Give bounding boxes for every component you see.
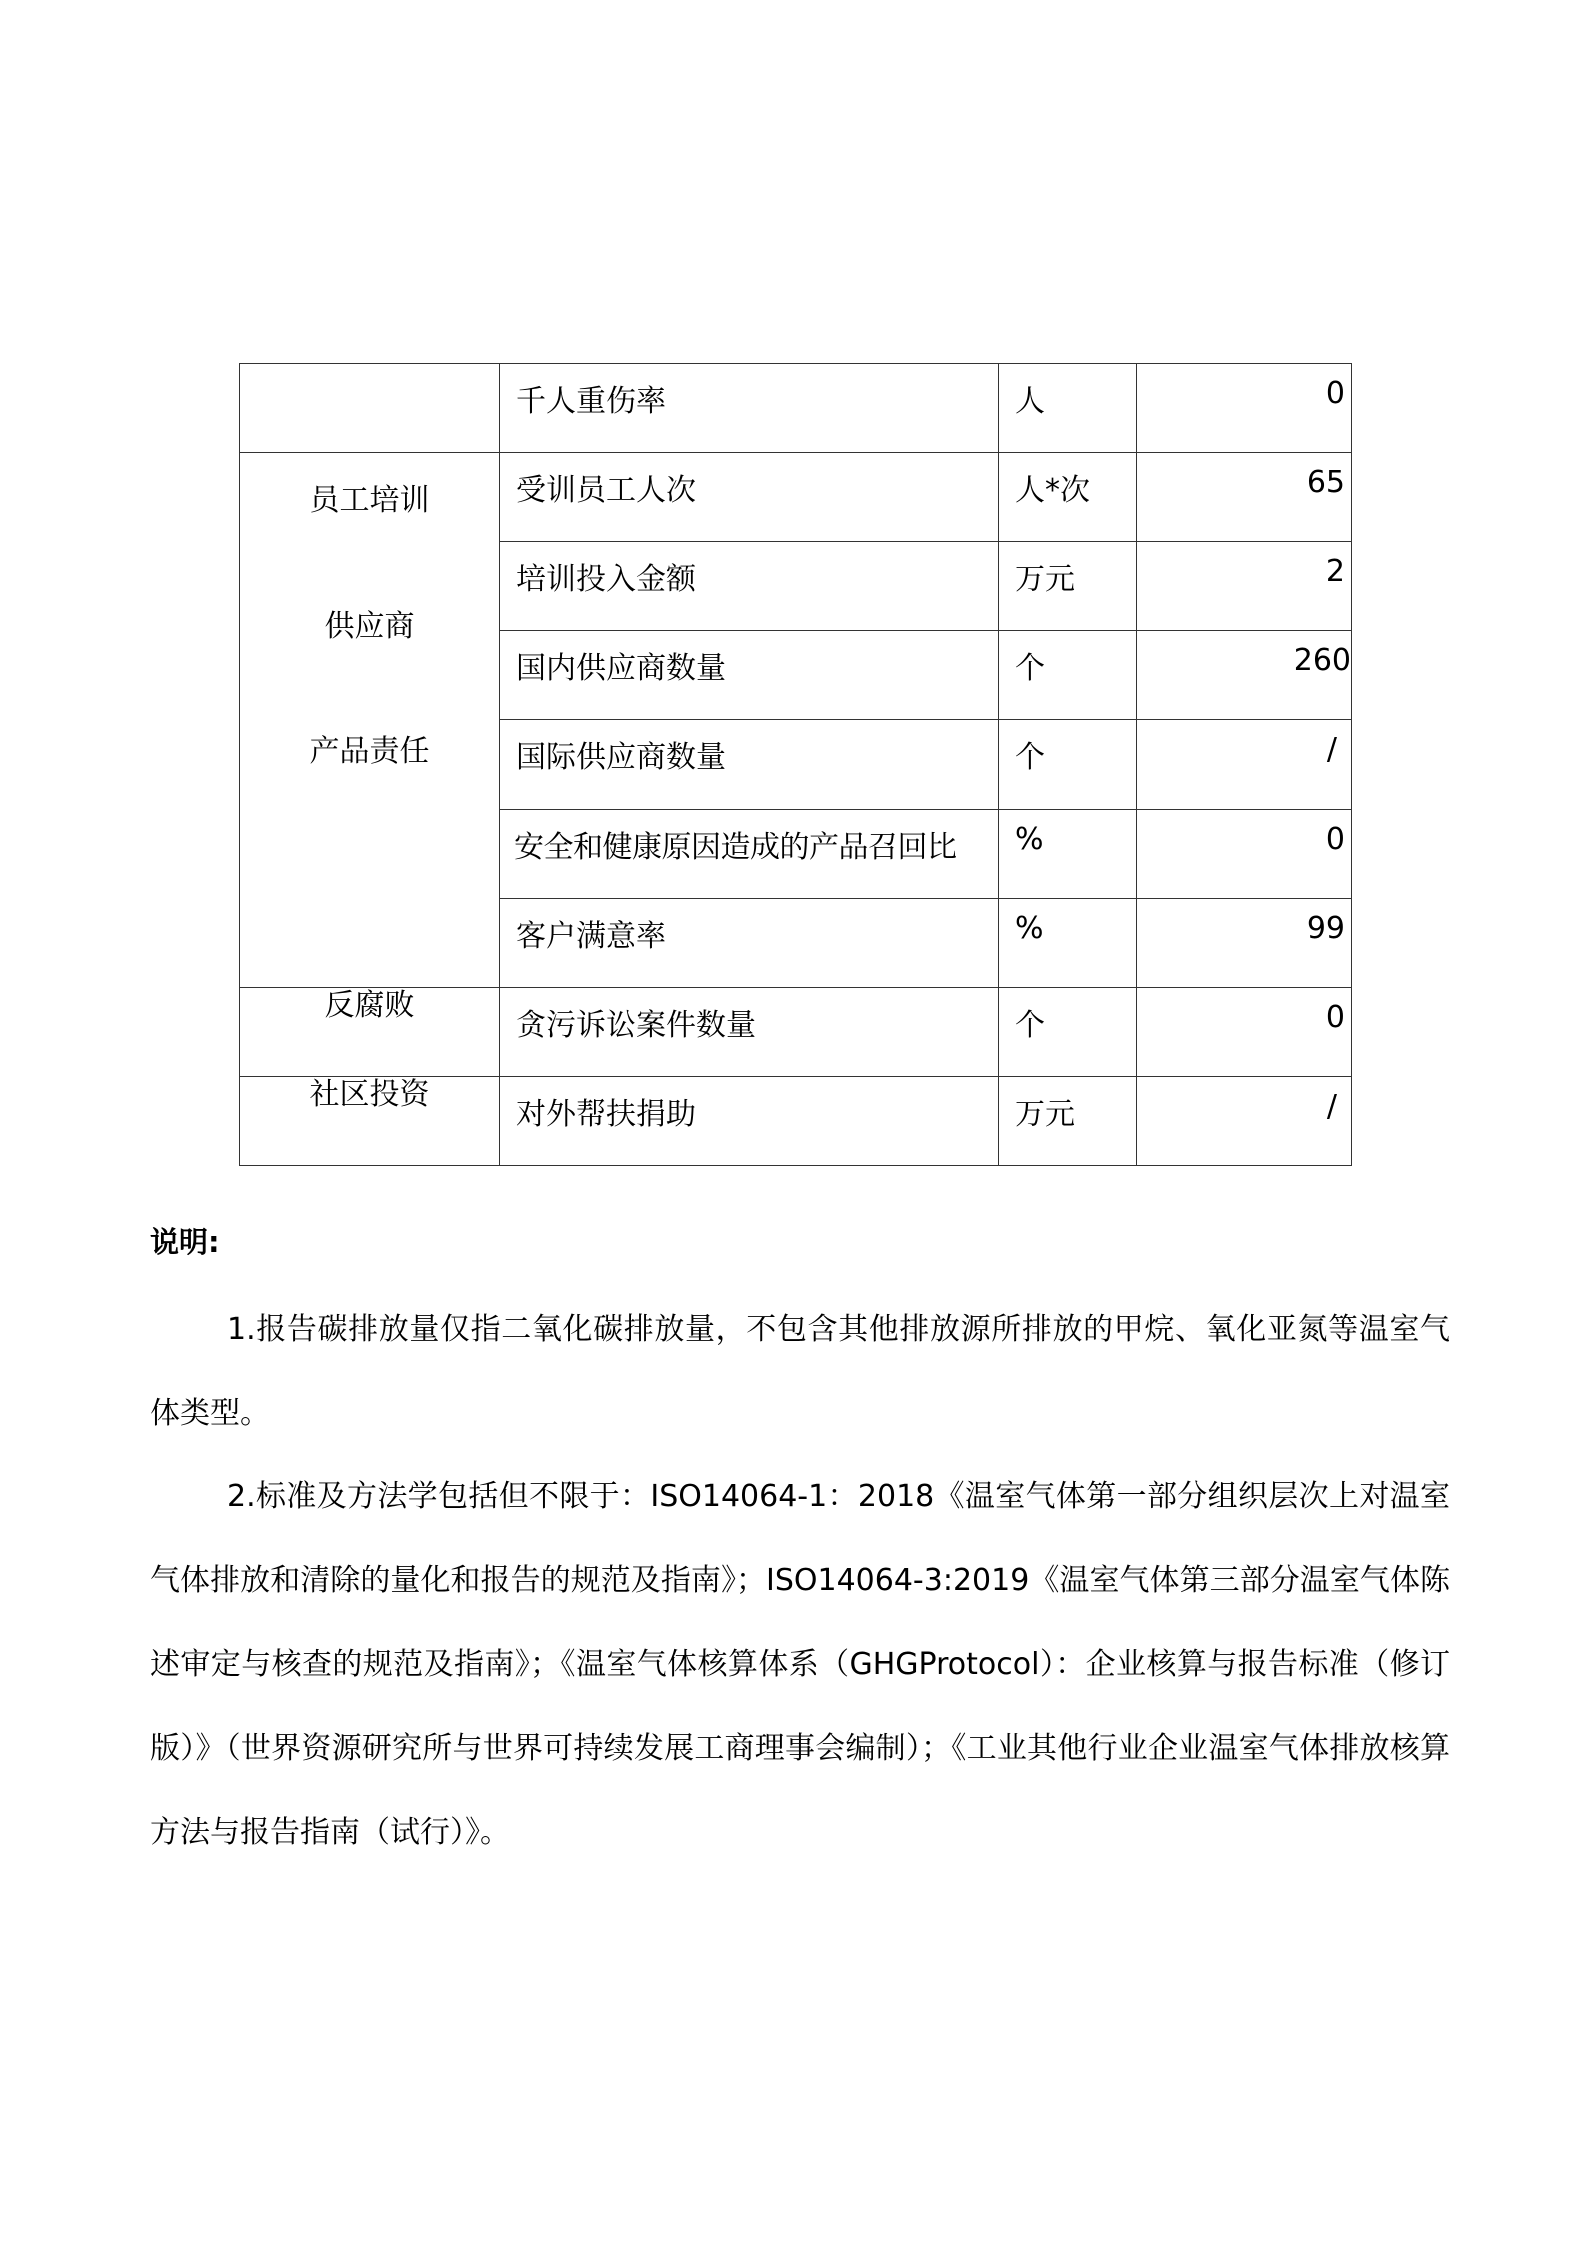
esg-indicator-table (239, 363, 1352, 1166)
table-row (240, 364, 1352, 453)
value-cell (1137, 631, 1352, 720)
value-cell (1137, 898, 1352, 987)
indicator-cell (500, 453, 999, 542)
unit-label: 万元 (1015, 1097, 1075, 1132)
value-cell (1137, 720, 1352, 809)
indicator-label: 受训员工人次 (516, 473, 696, 508)
table-row (240, 1077, 1352, 1166)
indicator-cell (500, 720, 999, 809)
category-label-employee-training: 员工培训 (309, 483, 430, 518)
table-row (240, 988, 1352, 1077)
unit-cell (999, 364, 1137, 453)
value-label: 0 (1325, 1000, 1345, 1035)
indicator-cell (500, 631, 999, 720)
unit-cell (999, 631, 1137, 720)
unit-label: % (1015, 910, 1044, 946)
category-label-community-investment: 社区投资 (309, 1077, 430, 1112)
indicator-cell (500, 1077, 999, 1166)
value-label: 260 (1293, 643, 1351, 679)
category-label-supplier: 供应商 (324, 609, 415, 644)
note-item-2: 2.标准及方法学包括但不限于：ISO14064-1：2018《温室气体第一部分组织层次上对温室气体排放和清除的量化和报告的规范及指南》；ISO14064-3:2019《温室气体第三部分温室气体陈述审定与核查的规范及指南》；《温室气体核算体系（GHGProtocol）：企业核算与报告标准（修订版）》（世界资源研究所与世界可持续发展工商理事会编制）；《工业其他行业企业温室气体排放核算方法与报告指南（试行）》。 (150, 1479, 1450, 1850)
unit-label: 人*次 (1015, 473, 1090, 508)
value-label: 0 (1325, 376, 1345, 411)
category-cell (240, 988, 500, 1077)
value-label: / (1326, 1089, 1337, 1124)
value-cell (1137, 453, 1352, 542)
value-cell (1137, 1077, 1352, 1166)
unit-cell (999, 898, 1137, 987)
category-label-product-responsibility: 产品责任 (309, 734, 430, 769)
indicator-label: 培训投入金额 (516, 562, 696, 598)
value-label: / (1326, 732, 1337, 768)
value-label: 0 (1325, 821, 1345, 857)
unit-cell (999, 542, 1137, 631)
value-label: 99 (1306, 910, 1345, 946)
indicator-label: 千人重伤率 (516, 384, 666, 419)
indicator-cell (500, 988, 999, 1077)
value-cell (1137, 809, 1352, 898)
indicator-label: 国际供应商数量 (516, 740, 726, 776)
unit-label: 万元 (1015, 562, 1075, 598)
unit-label: 个 (1015, 740, 1045, 776)
category-label-anti-corruption: 反腐败 (324, 988, 415, 1023)
unit-label: % (1015, 821, 1044, 857)
indicator-cell (500, 364, 999, 453)
indicator-cell (500, 809, 999, 898)
indicator-label: 贪污诉讼案件数量 (516, 1008, 756, 1043)
table-row (240, 453, 1352, 542)
unit-cell (999, 720, 1137, 809)
indicator-label: 客户满意率 (516, 918, 666, 954)
indicator-cell (500, 542, 999, 631)
unit-cell (999, 453, 1137, 542)
unit-label: 人 (1015, 384, 1045, 419)
category-cell-merged (240, 453, 500, 988)
category-cell (240, 364, 500, 453)
unit-cell (999, 809, 1137, 898)
indicator-label: 安全和健康原因造成的产品召回比 (514, 829, 957, 865)
unit-cell (999, 988, 1137, 1077)
unit-label: 个 (1015, 1008, 1045, 1043)
value-cell (1137, 988, 1352, 1077)
unit-cell (999, 1077, 1137, 1166)
indicator-cell (500, 898, 999, 987)
value-cell (1137, 542, 1352, 631)
value-label: 2 (1325, 554, 1345, 590)
value-label: 65 (1306, 465, 1345, 500)
indicator-label: 对外帮扶捐助 (516, 1097, 696, 1132)
note-item-1: 1.报告碳排放量仅指二氧化碳排放量，不包含其他排放源所排放的甲烷、氧化亚氮等温室气体类型。 (150, 1312, 1450, 1431)
category-cell (240, 1077, 500, 1166)
value-cell (1137, 364, 1352, 453)
unit-label: 个 (1015, 651, 1045, 687)
indicator-label: 国内供应商数量 (516, 651, 726, 687)
notes-title: 说明: (150, 1225, 220, 1259)
